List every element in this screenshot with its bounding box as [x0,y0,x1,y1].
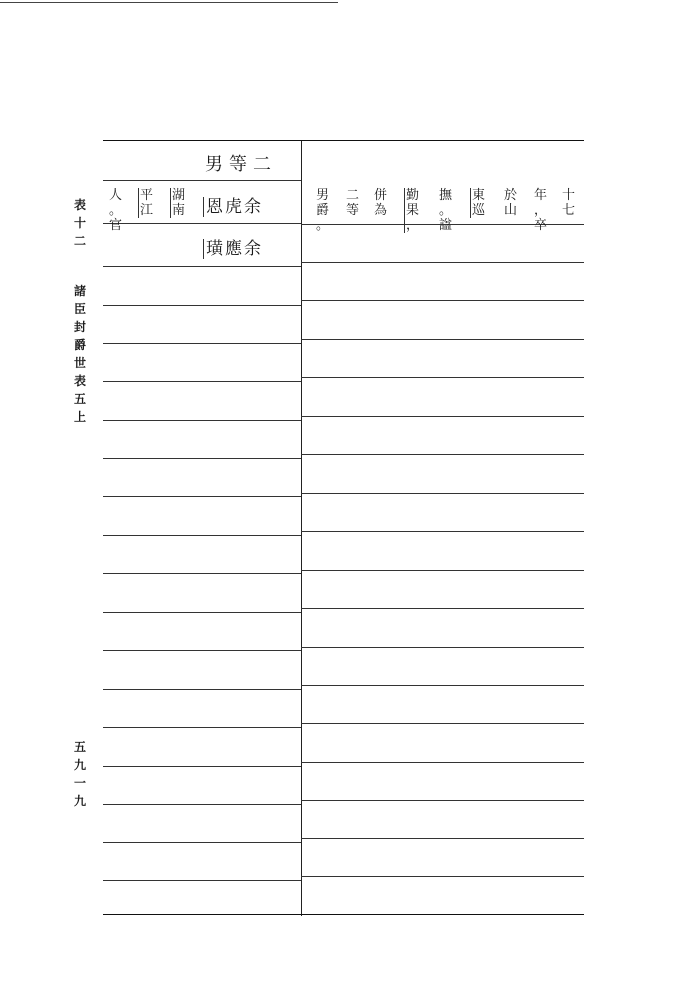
notes-col-8: 二 等 [345,188,359,218]
margin-page-number: 五 九 一 九 [73,740,86,808]
rank-heading-text: 二等男 [205,154,277,175]
table-bottom-border [103,914,584,915]
entry-name-text: 余虎恩 [203,197,263,217]
scan-top-edge [0,2,338,3]
notes-col-1: 十 七 [561,188,575,218]
origin-col-1: 湖 南 [171,188,185,218]
entry-name-2-text: 余應璜 [203,239,263,259]
notes-col-5: 撫 。 諡 [438,188,452,233]
entry-name-2 [203,234,263,259]
margin-chapter: 表 十 二 [73,198,86,248]
rank-heading [205,150,277,176]
origin-col-2: 平 江 [139,188,153,218]
margin-title: 諸 臣 封 爵 世 表 五 上 [73,284,86,424]
notes-col-3: 於 山 [503,188,517,218]
notes-col-6: 勤 果 ， [405,188,419,233]
table-top-border [103,140,584,141]
origin-col-3: 人 。 官 [108,188,122,233]
notes-col-4: 東 巡 [471,188,485,218]
entry-name [203,192,263,217]
notes-col-2: 年 ， 卒 [533,188,547,233]
notes-col-9: 男 爵 。 [315,188,329,233]
notes-col-7: 併 為 [373,188,387,218]
